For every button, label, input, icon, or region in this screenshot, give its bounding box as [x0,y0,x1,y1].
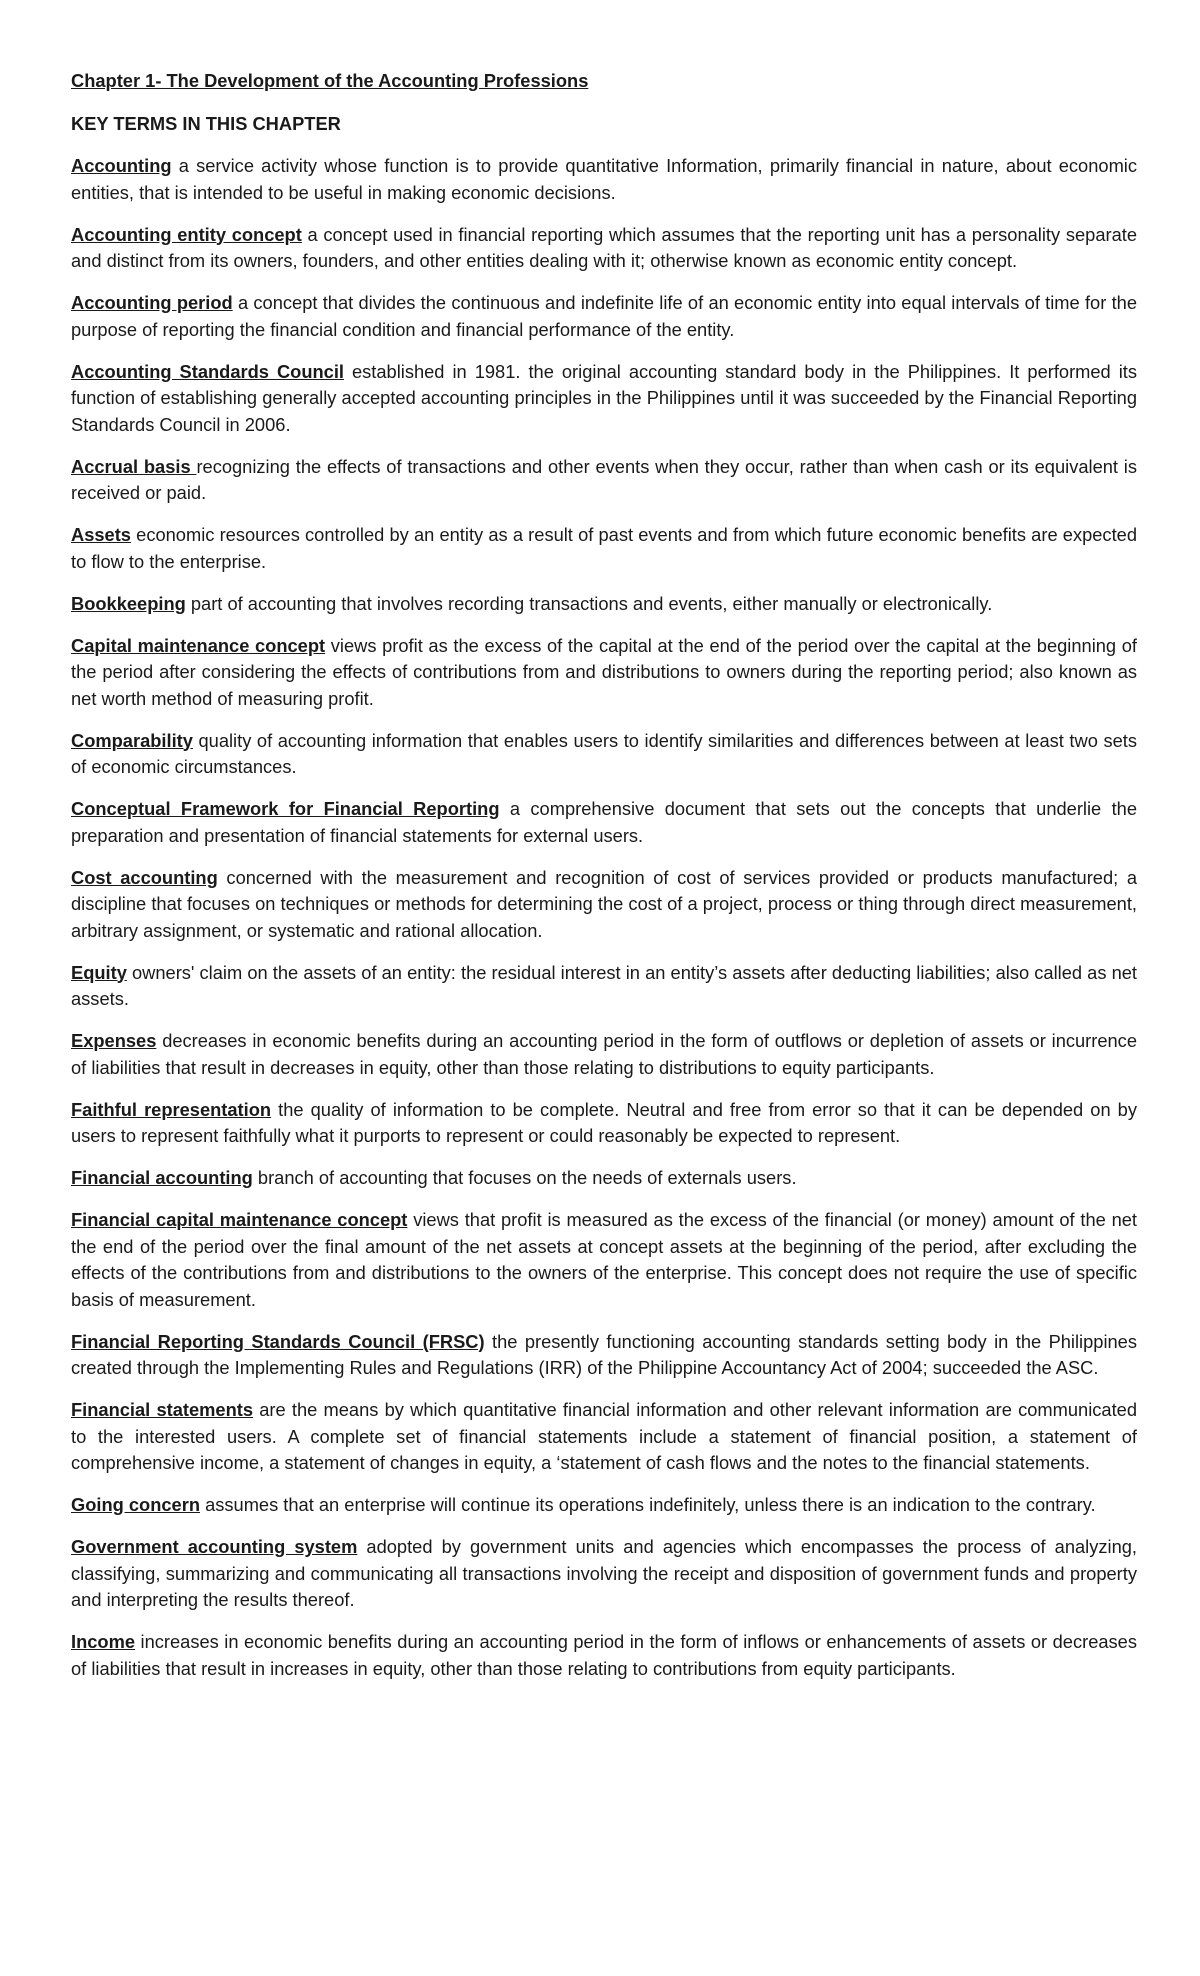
glossary-definition: established in 1981. the original accounting standard body in the Philippines. It performed its function of establishing generally accepted accounting principles in the Philippines until it was succeeded by the Financial Reporting Standards Council in 2006. [71,360,1138,435]
glossary-definition: a comprehensive document that sets out the concepts that underlie the preparation and presentation of financial statements for external users. [71,798,1137,846]
glossary-term: Financial accounting [71,1167,253,1188]
glossary-definition: assumes that an enterprise will continue its operations indefinitely, unless there is an indication to the contrary. [200,1494,1096,1515]
glossary-entry-accounting-standards-council [71,359,1137,439]
glossary-entry-income [71,1629,1137,1682]
glossary-entry-assets [71,522,1137,575]
glossary-term: Cost accounting [71,866,218,888]
glossary-term: Expenses [71,1030,157,1051]
glossary-term: Equity [71,961,127,983]
glossary-entry-bookkeeping [71,591,1137,618]
key-terms-heading: KEY TERMS IN THIS CHAPTER [71,112,341,134]
glossary-entry-going-concern [71,1492,1137,1519]
glossary-entry-financial-accounting [71,1165,1137,1192]
glossary-entry-frsc [71,1329,1137,1382]
glossary-definition: a concept that divides the continuous and indefinite life of an economic entity into equal intervals of time for the purpose of reporting the financial condition and financial performance of the entity. [71,292,1138,340]
glossary-definition: owners' claim on the assets of an entity: the residual interest in an entity’s assets after deducting liabilities; also called as net assets. [71,961,1137,1009]
glossary-term: Capital maintenance concept [71,634,326,656]
glossary-term: Conceptual Framework for Financial Reporting [71,798,500,819]
glossary-entry-expenses [71,1028,1137,1081]
glossary-term: Government accounting system [71,1536,358,1557]
glossary-entry-financial-capital-maintenance-concept [71,1207,1137,1313]
glossary-term: Comparability [71,729,193,751]
glossary-entry-accounting-entity-concept [71,222,1137,275]
glossary-entry-cost-accounting [71,865,1137,945]
glossary-definition: the presently functioning accounting standards setting body in the Philippines created through the Implementing Rules and Regulations (IRR) of the Philippine Accountancy Act of 2004; succeeded the ASC. [71,1330,1137,1378]
glossary-term: Accounting entity concept [71,223,302,245]
glossary-entry-comparability [71,728,1137,781]
glossary-term: Accounting [71,155,172,176]
glossary-definition: views profit as the excess of the capital at the end of the period over the capital at the beginning of the period after considering the effects of contributions from and distributions to owners during the reporting period; also known as net worth method of measuring profit. [71,634,1137,709]
glossary-term: Assets [71,524,131,545]
glossary-term: Financial capital maintenance concept [71,1209,408,1230]
glossary-entry-accounting [71,153,1137,206]
glossary-term: Income [71,1631,136,1652]
glossary-definition: a concept used in financial reporting which assumes that the reporting unit has a personality separate and distinct from its owners, founders, and other entities dealing with it; otherwise known as economic entity concept. [71,223,1137,271]
glossary-definition: views that profit is measured as the excess of the financial (or money) amount of the net the end of the period over the final amount of the net assets at concept assets at the beginning of the period, after excluding the effects of the contributions from and distributions to the owners of the enterprise. This concept does not require the use of specific basis of measurement. [71,1209,1137,1310]
glossary-definition: recognizing the effects of transactions and other events when they occur, rather than when cash or its equivalent is received or paid. [71,455,1137,503]
glossary-list [71,153,1137,1682]
glossary-term: Going concern [71,1494,200,1515]
glossary-definition: branch of accounting that focuses on the needs of externals users. [252,1167,797,1188]
glossary-definition: concerned with the measurement and recognition of cost of services provided or products manufactured; a discipline that focuses on techniques or methods for determining the cost of a project, process or thing through direct measurement, arbitrary assignment, or systematic and rational allocation. [71,866,1137,941]
glossary-term: Financial statements [71,1399,253,1420]
glossary-definition: increases in economic benefits during an accounting period in the form of inflows or enhancements of assets or decreases of liabilities that result in increases in equity, other than those relating to contributions from equity participants. [71,1631,1137,1679]
chapter-title: Chapter 1- The Development of the Accounting Professions [71,70,589,91]
glossary-term: Faithful representation [71,1098,272,1120]
glossary-definition: the quality of information to be complete. Neutral and free from error so that it can be depended on by users to represent faithfully what it purports to represent or could reasonably be expected to represent. [71,1098,1137,1146]
glossary-entry-government-accounting-system [71,1534,1137,1614]
glossary-definition: quality of accounting information that enables users to identify similarities and differences between at least two sets of economic circumstances. [71,729,1137,777]
glossary-entry-accrual-basis [71,454,1137,507]
glossary-definition: decreases in economic benefits during an accounting period in the form of outflows or depletion of assets or incurrence of liabilities that result in decreases in equity, other than those relating to distributions to equity participants. [71,1030,1137,1078]
glossary-entry-faithful-representation [71,1097,1137,1150]
glossary-term: Financial Reporting Standards Council (FRSC) [71,1330,485,1352]
glossary-term: Accounting period [71,292,233,313]
glossary-entry-conceptual-framework [71,796,1137,849]
glossary-term: Accrual basis [71,455,197,477]
glossary-term: Bookkeeping [71,592,186,614]
glossary-definition: a service activity whose function is to provide quantitative Information, primarily financial in nature, about economic entities, that is intended to be useful in making economic decisions. [71,155,1137,203]
glossary-entry-equity [71,960,1137,1013]
glossary-definition: part of accounting that involves recording transactions and events, either manually or electronically. [185,592,993,614]
document-page [71,68,1137,1698]
glossary-definition: adopted by government units and agencies which encompasses the process of analyzing, classifying, summarizing and communicating all transactions involving the receipt and disposition of government funds and property and interpreting the results thereof. [71,1536,1137,1610]
glossary-entry-accounting-period [71,290,1137,343]
glossary-definition: economic resources controlled by an entity as a result of past events and from which future economic benefits are expected to flow to the enterprise. [71,524,1137,572]
glossary-term: Accounting Standards Council [71,360,344,382]
glossary-definition: are the means by which quantitative financial information and other relevant information are communicated to the interested users. A complete set of financial statements include a statement of financial position, a statement of comprehensive income, a statement of changes in equity, a ‘statement of cash flows and the notes to the financial statements. [71,1399,1137,1473]
glossary-entry-financial-statements [71,1397,1137,1477]
glossary-entry-capital-maintenance-concept [71,633,1137,713]
